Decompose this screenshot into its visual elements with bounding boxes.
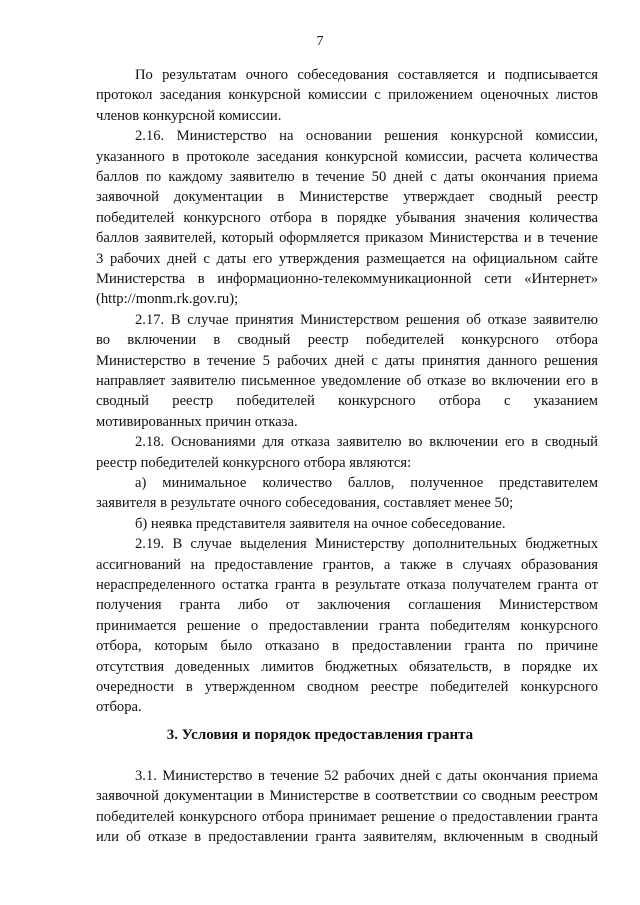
text-line: баллов заявителей, который оформляется приказом Министерства и в течение	[96, 230, 598, 247]
text-line: во включении в сводный реестр победителей конкурсного отбора	[96, 332, 598, 349]
text-line: получения гранта либо от заключения соглашения Министерством	[96, 597, 598, 614]
text-line: принимается решение о предоставлении гранта победителям конкурсного	[96, 617, 598, 634]
text-line: 3.1. Министерство в течение 52 рабочих дней с даты окончания приема	[135, 767, 598, 784]
text-line: указанного в протоколе заседания конкурсной комиссии, расчета количества	[96, 148, 598, 165]
text-line: протокол заседания конкурсной комиссии с приложением оценочных листов	[96, 87, 598, 104]
text-line: 2.18. Основаниями для отказа заявителю во включении его в сводный	[135, 434, 598, 451]
text-line: или об отказе в предоставлении гранта заявителям, включенным в сводный	[96, 829, 598, 845]
text-line: отбора.	[96, 699, 142, 716]
text-line: членов конкурсной комиссии.	[96, 107, 282, 124]
text-line: нераспределенного остатка гранта в результате отказа получателем гранта от	[96, 577, 598, 593]
text-line: баллов по каждому заявителю в течение 50 дней с даты окончания приема	[96, 169, 598, 185]
text-line: Министерства в информационно-телекоммуникационной сети «Интернет»	[96, 271, 598, 287]
section-heading: 3. Условия и порядок предоставления гранта	[166, 726, 474, 743]
text-line: Министерство в течение 5 рабочих дней с даты принятия данного решения	[96, 352, 598, 369]
text-line: победителей конкурсного отбора принимает решение о предоставлении гранта	[96, 808, 598, 825]
text-line: победителей конкурсного отбора в порядке убывания значения количества	[96, 209, 598, 226]
text-line: отсутствия доведенных лимитов бюджетных обязательств, в порядке их	[96, 658, 598, 675]
text-line: сводный реестр победителей конкурсного отбора с указанием	[96, 393, 598, 410]
text-line: мотивированных причин отказа.	[96, 413, 298, 430]
text-line: ассигнований на предоставление грантов, а также в случаях образования	[96, 556, 598, 573]
text-line: заявителя в результате очного собеседования, составляет менее 50;	[96, 495, 514, 512]
text-line: направляет заявителю письменное уведомление об отказе во включении его в	[96, 373, 598, 389]
text-line: (http://monm.rk.gov.ru);	[96, 291, 239, 308]
text-line: заявочной документации в Министерстве в соответствии со сводным реестром	[96, 788, 598, 805]
text-line: 2.19. В случае выделения Министерству дополнительных бюджетных	[135, 536, 598, 553]
text-line: 2.16. Министерство на основании решения конкурсной комиссии,	[135, 128, 598, 145]
text-line: заявочной документации в Министерстве утверждает сводный реестр	[96, 189, 598, 206]
page-number: 7	[316, 34, 324, 49]
text-line: По результатам очного собеседования составляется и подписывается	[135, 67, 598, 83]
text-line: а) минимальное количество баллов, полученное представителем	[135, 475, 598, 491]
text-line: реестр победителей конкурсного отбора являются:	[96, 454, 412, 471]
text-line: б) неявка представителя заявителя на очное собеседование.	[135, 515, 506, 532]
text-line: 3 рабочих дней с даты его утверждения размещается на официальном сайте	[96, 250, 598, 267]
text-line: очередности в утвержденном сводном реестре победителей конкурсного	[96, 679, 598, 695]
text-line: отбора, которым было отказано в предоставлении гранта по причине	[96, 638, 598, 655]
text-line: 2.17. В случае принятия Министерством решения об отказе заявителю	[135, 311, 598, 328]
